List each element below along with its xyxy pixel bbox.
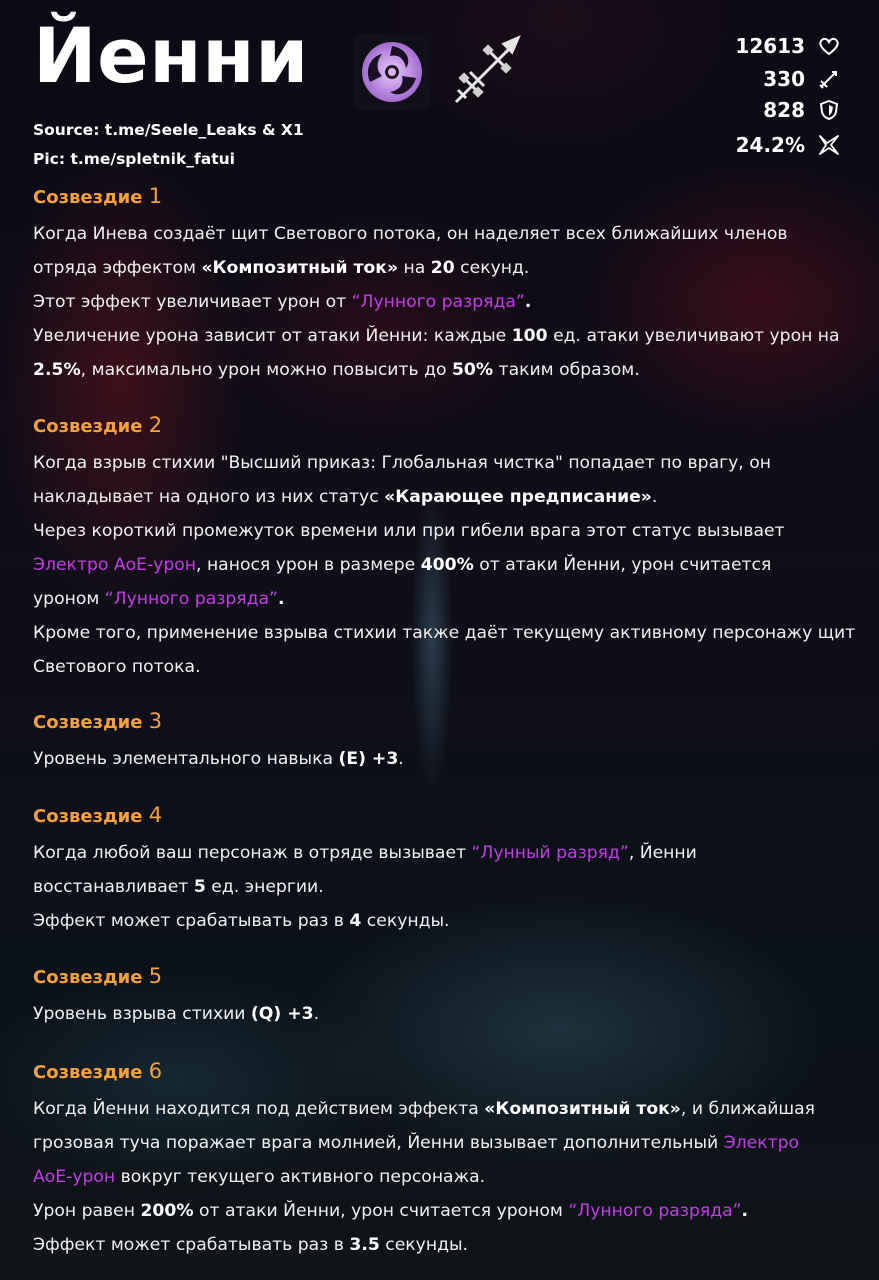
constellation-heading: Созвездие 1 — [33, 184, 163, 208]
text-line: Светового потока. — [33, 657, 201, 677]
text-line: Когда Инева создаёт щит Светового потока, он наделяет всех ближайших членов — [33, 224, 788, 244]
constellation-1 — [33, 186, 851, 387]
constellation-heading: Созвездие 3 — [33, 709, 163, 733]
constellation-heading: Созвездие 5 — [33, 964, 163, 988]
text-line: отряда эффектом «Композитный ток» на 20 секунд. — [33, 258, 530, 278]
sword-icon — [817, 67, 841, 91]
text-line: Уровень элементального навыка (E) +3. — [33, 749, 404, 769]
stat-def — [763, 98, 841, 122]
constellation-heading: Созвездие 4 — [33, 803, 163, 827]
text-line: Электро АоЕ-урон, нанося урон в размере 400% от атаки Йенни, урон считается — [33, 555, 772, 575]
text-line: Увеличение урона зависит от атаки Йенни: каждые 100 ед. атаки увеличивают урон на — [33, 326, 840, 346]
text-line: Эффект может срабатывать раз в 3.5 секунды. — [33, 1235, 469, 1255]
stat-hp — [735, 34, 841, 58]
text-line: Когда взрыв стихии "Высший приказ: Глобальная чистка" попадает по врагу, он — [33, 453, 771, 473]
text-line: Эффект может срабатывать раз в 4 секунды. — [33, 911, 450, 931]
shield-icon — [817, 98, 841, 122]
text-line: грозовая туча поражает врага молнией, Йенни вызывает дополнительный Электро — [33, 1133, 800, 1153]
text-line: Уровень взрыва стихии (Q) +3. — [33, 1004, 320, 1024]
text-line: АоЕ-урон вокруг текущего активного персонажа. — [33, 1167, 486, 1187]
constellation-3 — [33, 711, 851, 776]
character-name: Йенни — [33, 11, 309, 100]
pic-credit: Pic: t.me/spletnik_fatui — [33, 150, 235, 168]
constellation-heading: Созвездие 6 — [33, 1059, 163, 1083]
text-line: Урон равен 200% от атаки Йенни, урон считается уроном “Лунного разряда”. — [33, 1201, 749, 1221]
text-line: Кроме того, применение взрыва стихии также даёт текущему активному персонажу щит — [33, 623, 856, 643]
heart-icon — [817, 34, 841, 58]
text-line: 2.5%, максимально урон можно повысить до 50% таким образом. — [33, 360, 640, 380]
stat-crit-value: 24.2% — [735, 133, 805, 157]
polearm-weapon-icon — [444, 30, 526, 112]
stat-crit — [736, 133, 841, 157]
constellation-6 — [33, 1061, 851, 1262]
stat-atk-value: 330 — [763, 67, 805, 91]
text-line: накладывает на одного из них статус «Карающее предписание». — [33, 487, 658, 507]
stat-hp-value: 12613 — [735, 34, 805, 58]
text-line: уроном “Лунного разряда”. — [33, 589, 285, 609]
constellation-2 — [33, 413, 856, 684]
constellation-4 — [33, 805, 851, 938]
sparkle-icon — [817, 133, 841, 157]
text-line: восстанавливает 5 ед. энергии. — [33, 877, 324, 897]
constellation-5 — [33, 966, 851, 1031]
source-credit: Source: t.me/Seele_Leaks & X1 — [33, 121, 304, 139]
text-line: Когда Йенни находится под действием эффекта «Композитный ток», и ближайшая — [33, 1099, 816, 1119]
text-line: Когда любой ваш персонаж в отряде вызывает “Лунный разряд”, Йенни — [33, 843, 697, 863]
constellation-heading: Созвездие 2 — [33, 413, 163, 437]
text-line: Этот эффект увеличивает урон от “Лунного разряда”. — [33, 292, 532, 312]
stat-atk — [763, 67, 841, 91]
text-line: Через короткий промежуток времени или при гибели врага этот статус вызывает — [33, 521, 785, 541]
electro-element-icon — [354, 34, 430, 110]
stat-def-value: 828 — [763, 98, 805, 122]
